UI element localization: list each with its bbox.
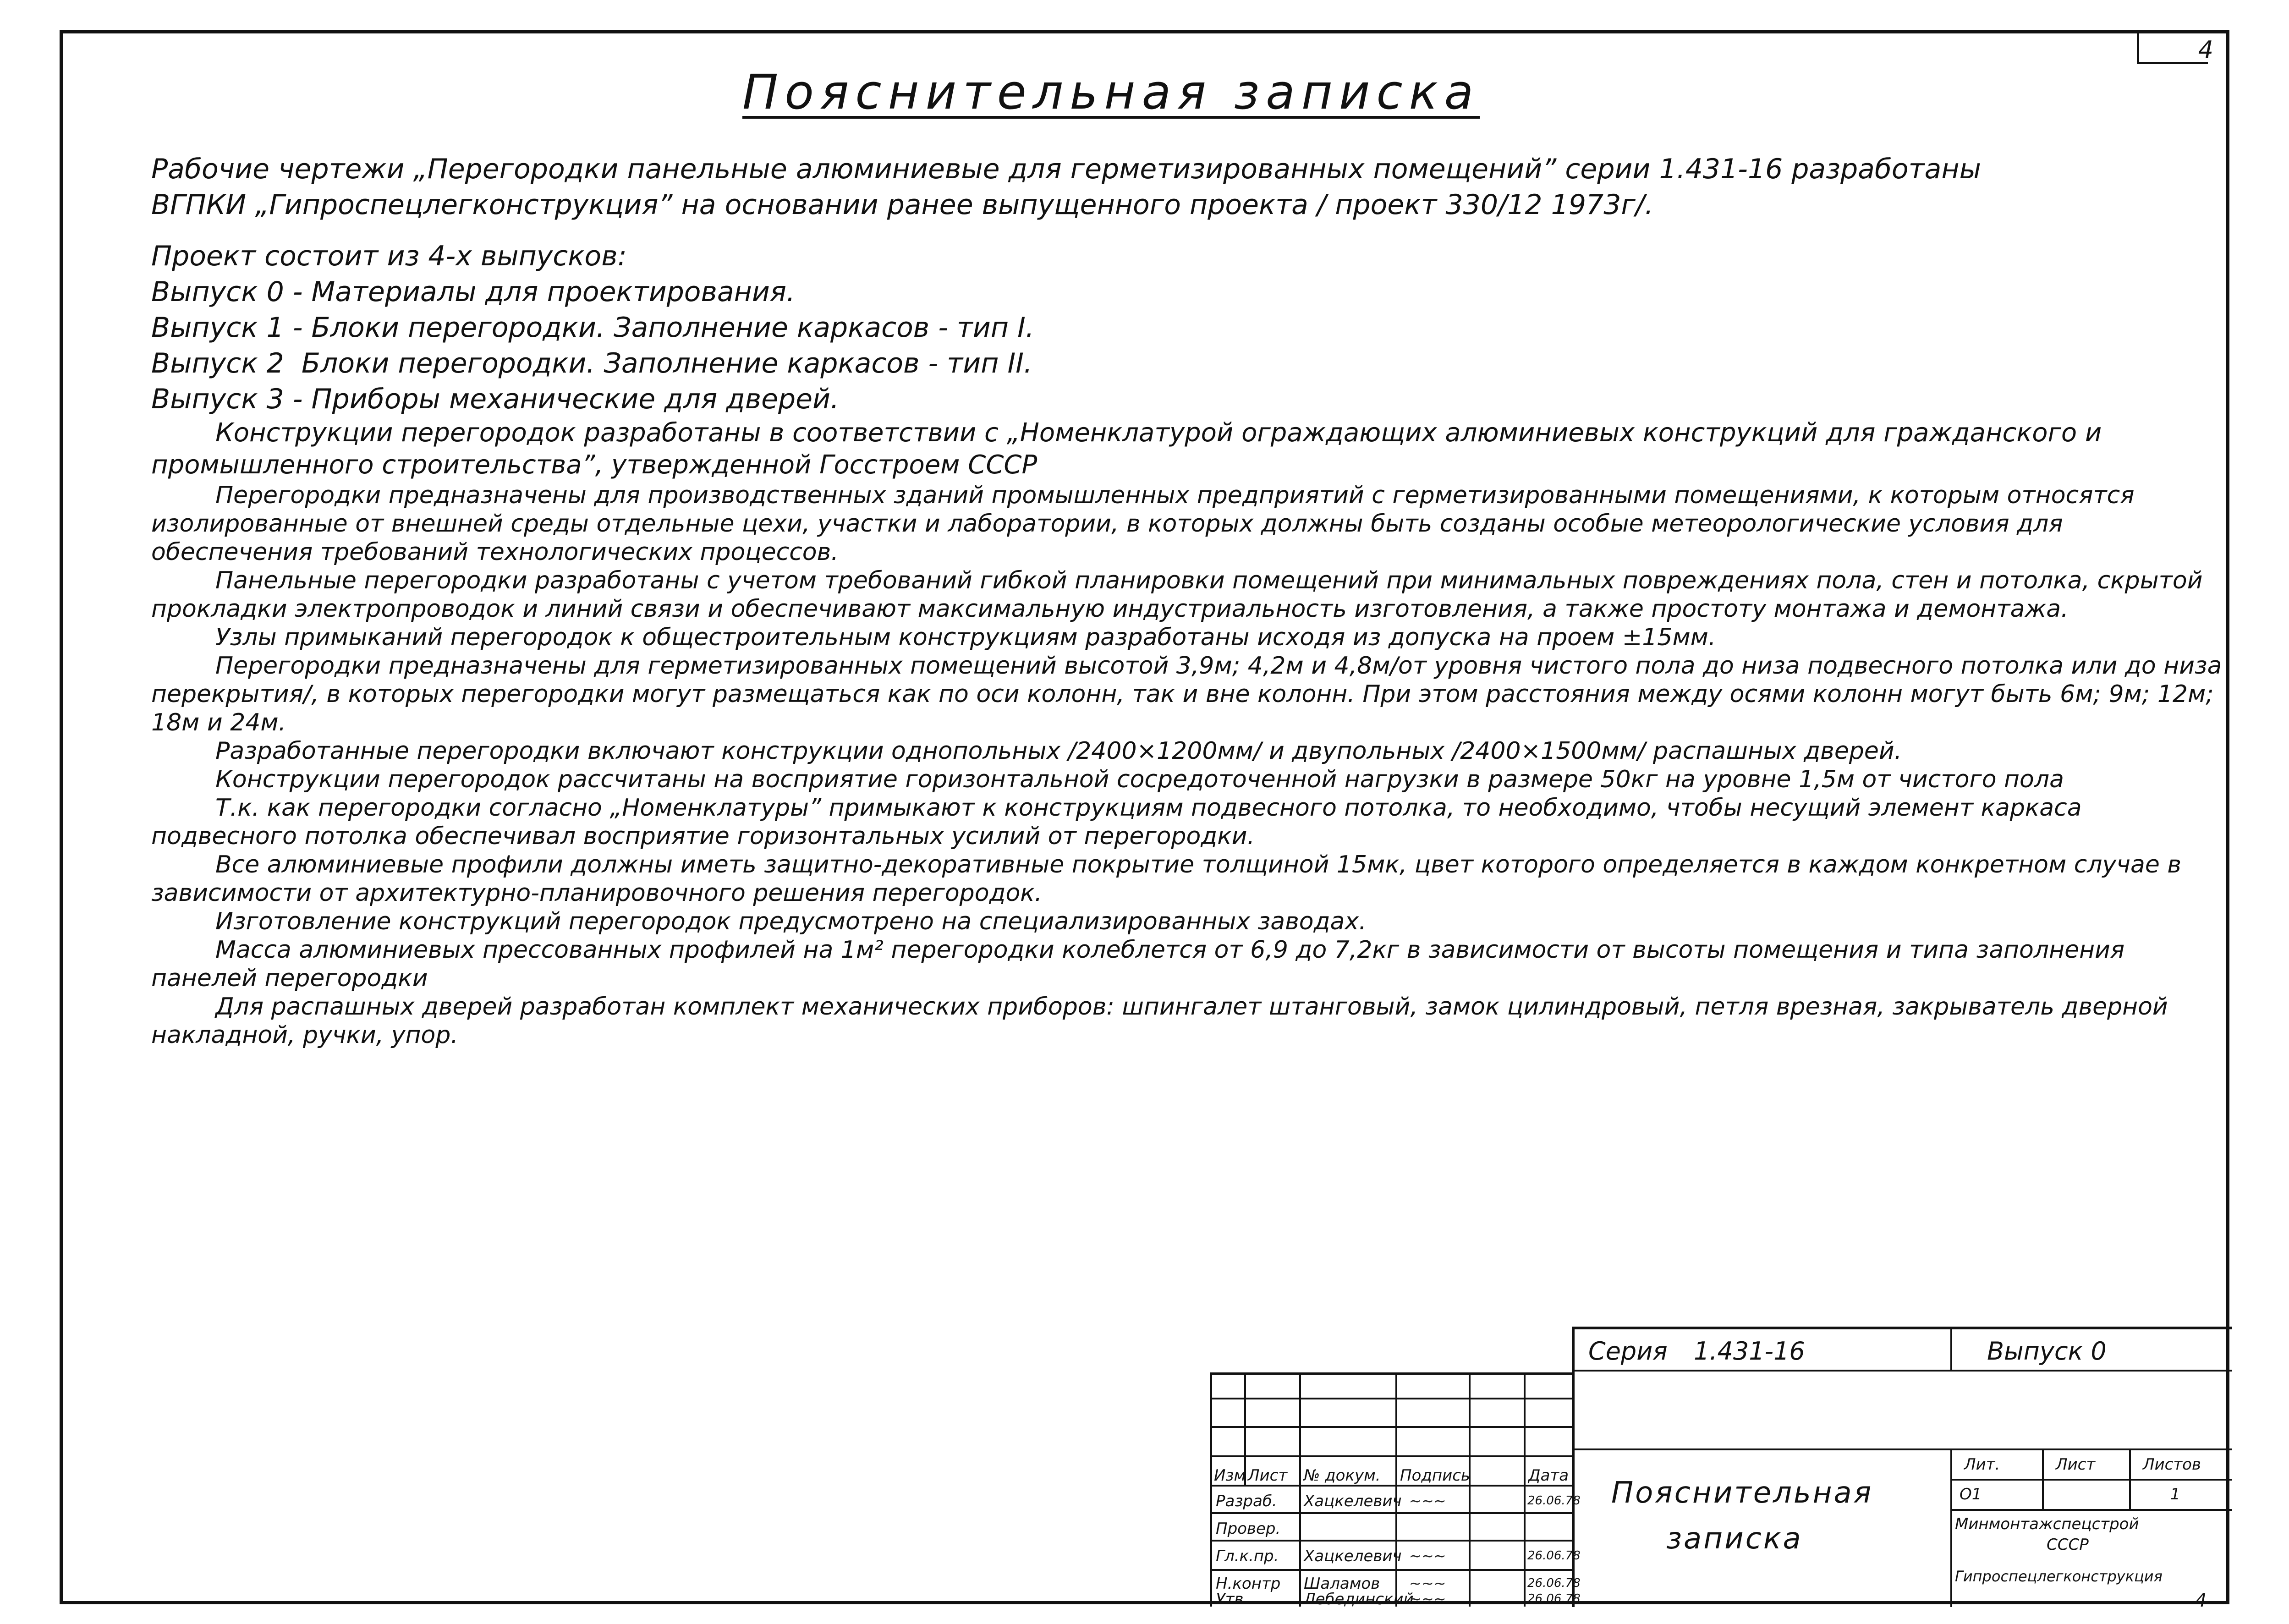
paragraph: Перегородки предназначены для производственных зданий промышленных предприятий с герметизированными помещениями, к которым относятся изолированные от внешней среды отдельные цехи, участки и лаборатории, в которых должны быть созданы особые метеорологические условия для обеспечения требований технологических процессов. <box>151 482 2142 566</box>
corner-number: 4 <box>2195 1590 2207 1611</box>
col-header-date: Дата <box>1528 1466 1569 1485</box>
paragraph: Разработанные перегородки включают конструкции однопольных /2400×1200мм/ и двупольных /2400×1500мм/ распашных дверей. <box>215 737 1902 765</box>
series-label: Серия <box>1588 1337 1668 1366</box>
paragraph: Масса алюминиевых прессованных профилей на 1м² перегородки колеблется от 6,9 до 7,2кг в зависимости от высоты помещения и типа заполнения панелей перегородки <box>151 936 2132 992</box>
row-role: Разраб. <box>1216 1492 1277 1510</box>
explanatory-text <box>151 151 2232 1049</box>
row-name: Шаламов <box>1304 1575 1380 1593</box>
row-name: Хацкелевич <box>1304 1492 1402 1510</box>
page-number: 4 <box>2198 36 2213 64</box>
paragraph: ВГПКИ „Гипроспецлегконструкция” на основании ранее выпущенного проекта / проект 330/12 1973г/. <box>151 189 1654 221</box>
row-role: Провер. <box>1216 1520 1281 1538</box>
revision-grid <box>1210 1372 1581 1608</box>
paragraph: Для распашных дверей разработан комплект механических приборов: шпингалет штанговый, замок цилиндровый, петля врезная, закрыватель дверной накладной, ручки, упор. <box>151 993 2176 1049</box>
organization-line3: Гипроспецлегконструкция <box>1955 1568 2163 1585</box>
row-role: Н.контр <box>1216 1575 1281 1593</box>
paragraph: Конструкции перегородок разработаны в соответствии с „Номенклатурой ограждающих алюминиевых конструкций для гражданского и промышленного строительства”, утвержденной Госстроем СССР <box>151 418 2110 480</box>
row-name: Лебединский <box>1304 1590 1414 1608</box>
signature-mark: ~~~ <box>1409 1590 1446 1608</box>
title-block <box>1210 1327 2229 1611</box>
row-date: 26.06.78 <box>1527 1494 1581 1508</box>
paragraph: Выпуск 0 - Материалы для проектирования. <box>151 276 796 308</box>
issue-label: Выпуск 0 <box>1987 1337 2107 1366</box>
organization-line2: СССР <box>2047 1536 2089 1554</box>
paragraph: Выпуск 2 Блоки перегородки. Заполнение каркасов - тип II. <box>151 347 1032 379</box>
stage-value: О1 <box>1960 1485 1982 1503</box>
paragraph: Проект состоит из 4-х выпусков: <box>151 240 627 272</box>
signature-mark: ~~~ <box>1409 1492 1446 1509</box>
paragraph: Т.к. как перегородки согласно „Номенклатуры” примыкают к конструкциям подвесного потолка, то необходимо, чтобы несущий элемент каркаса подвесного потолка обеспечивал восприятие горизонтальных усилий от перегородки. <box>151 794 2090 850</box>
col-header-signature: Подпись <box>1400 1466 1470 1485</box>
page-title: Пояснительная записка <box>742 64 1480 120</box>
col-header-sheet: Лист <box>1248 1466 1288 1485</box>
sheets-label: Листов <box>2143 1455 2201 1474</box>
row-role: Гл.к.пр. <box>1216 1547 1279 1565</box>
title-block-main <box>1572 1327 2232 1607</box>
stage-label: Лит. <box>1964 1455 2000 1474</box>
paragraph: Все алюминиевые профили должны иметь защитно-декоративные покрытие толщиной 15мк, цвет которого определяется в каждом конкретном случае в зависимости от архитектурно-планировочного решения перегородок. <box>151 851 2189 907</box>
row-date: 26.06.78 <box>1527 1549 1581 1563</box>
signature-mark: ~~~ <box>1409 1547 1446 1564</box>
organization-line1: Минмонтажспецстрой <box>1955 1515 2139 1533</box>
row-date: 26.06.78 <box>1527 1576 1581 1590</box>
document-title-line2: записка <box>1666 1522 1803 1556</box>
row-name: Хацкелевич <box>1304 1547 1402 1565</box>
paragraph: Узлы примыканий перегородок к общестроительным конструкциям разработаны исходя из допуска на проем ±15мм. <box>215 624 1716 651</box>
paragraph: Выпуск 1 - Блоки перегородки. Заполнение каркасов - тип I. <box>151 312 1034 344</box>
paragraph: Выпуск 3 - Приборы механические для дверей. <box>151 383 840 415</box>
paragraph: Перегородки предназначены для герметизированных помещений высотой 3,9м; 4,2м и 4,8м/от уровня чистого пола до низа подвесного потолка или до низа перекрытия/, в которых перегородки могут размещаться как по оси колонн, так и вне колонн. При этом расстояния между осями колонн могут быть 6м; 9м; 12м; 18м и 24м. <box>151 652 2230 736</box>
document-title-line1: Пояснительная <box>1611 1476 1873 1510</box>
col-header-docnum: № докум. <box>1304 1466 1381 1485</box>
signature-mark: ~~~ <box>1409 1575 1446 1592</box>
sheet-label: Лист <box>2056 1455 2096 1474</box>
paragraph: Рабочие чертежи „Перегородки панельные алюминиевые для герметизированных помещений” серии 1.431-16 разработаны <box>151 153 1981 185</box>
row-role: Утв. <box>1216 1590 1249 1608</box>
page-number-box <box>2137 33 2208 64</box>
sheets-value: 1 <box>2170 1485 2180 1503</box>
col-header-change: Изм <box>1214 1466 1246 1485</box>
row-date: 26.06.78 <box>1527 1592 1581 1606</box>
paragraph: Конструкции перегородок рассчитаны на восприятие горизонтальной сосредоточенной нагрузки в размере 50кг на уровне 1,5м от чистого пола <box>215 766 2064 793</box>
paragraph: Изготовление конструкций перегородок предусмотрено на специализированных заводах. <box>215 908 1367 935</box>
series-value: 1.431-16 <box>1694 1337 1805 1366</box>
paragraph: Панельные перегородки разработаны с учетом требований гибкой планировки помещений при минимальных повреждениях пола, стен и потолка, скрытой прокладки электропроводок и линий связи и обеспечивают максимальную индустриальность изготовления, а также простоту монтажа и демонтажа. <box>151 567 2211 623</box>
